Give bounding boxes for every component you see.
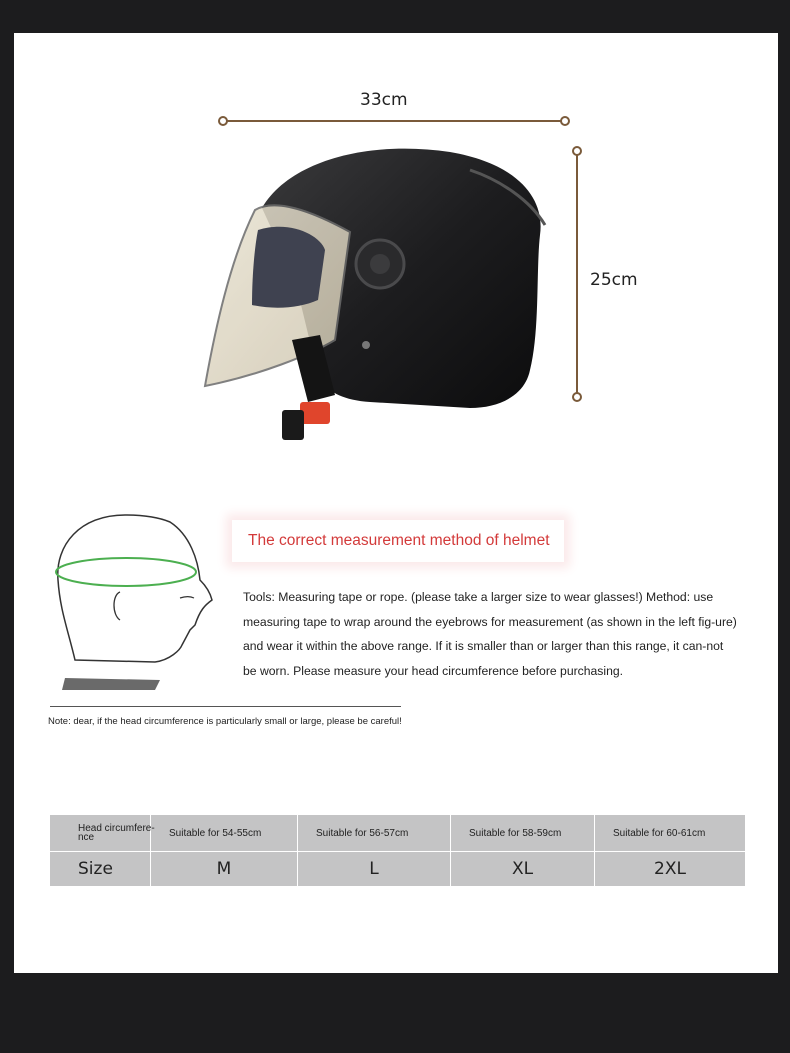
measurement-instructions: Tools: Measuring tape or rope. (please take a larger size to wear glasses!) Method: use measuring tape to wrap around the eyebrows for measurement (as shown in the left fig-ure) and wear it within the above range. If it is smaller than or larger than this range, it can-not be worn. Please measure your head circumference before purchasing. (243, 590, 737, 679)
size-cell: 2XL (595, 852, 746, 887)
fit-cell: Suitable for 56-57cm (298, 815, 451, 852)
height-dimension-bottom-dot (572, 392, 582, 402)
fit-cell: Suitable for 60-61cm (595, 815, 746, 852)
divider-line (50, 706, 401, 707)
size-row-label: Size (50, 852, 151, 887)
table-row (50, 815, 746, 852)
table-row (50, 852, 746, 887)
caution-note: Note: dear, if the head circumference is particularly small or large, please be careful! (48, 716, 402, 727)
height-dimension-line (576, 150, 578, 397)
height-dimension-label: 25cm (590, 270, 638, 290)
size-chart-table (49, 814, 746, 887)
head-circumference-label: Head circumfere-nce (78, 823, 155, 843)
helmet-image (200, 140, 560, 450)
height-dimension-top-dot (572, 146, 582, 156)
width-dimension-start-dot (218, 116, 228, 126)
head-measurement-image (50, 510, 220, 695)
size-cell: XL (451, 852, 595, 887)
width-dimension-label: 33cm (360, 90, 408, 110)
width-dimension-line (222, 120, 566, 122)
fit-cell: Suitable for 54-55cm (151, 815, 298, 852)
head-circumference-header (50, 815, 155, 852)
size-cell: M (151, 852, 298, 887)
width-dimension-end-dot (560, 116, 570, 126)
measurement-method-title: The correct measurement method of helmet (232, 520, 564, 562)
fit-cell: Suitable for 58-59cm (451, 815, 595, 852)
size-cell: L (298, 852, 451, 887)
